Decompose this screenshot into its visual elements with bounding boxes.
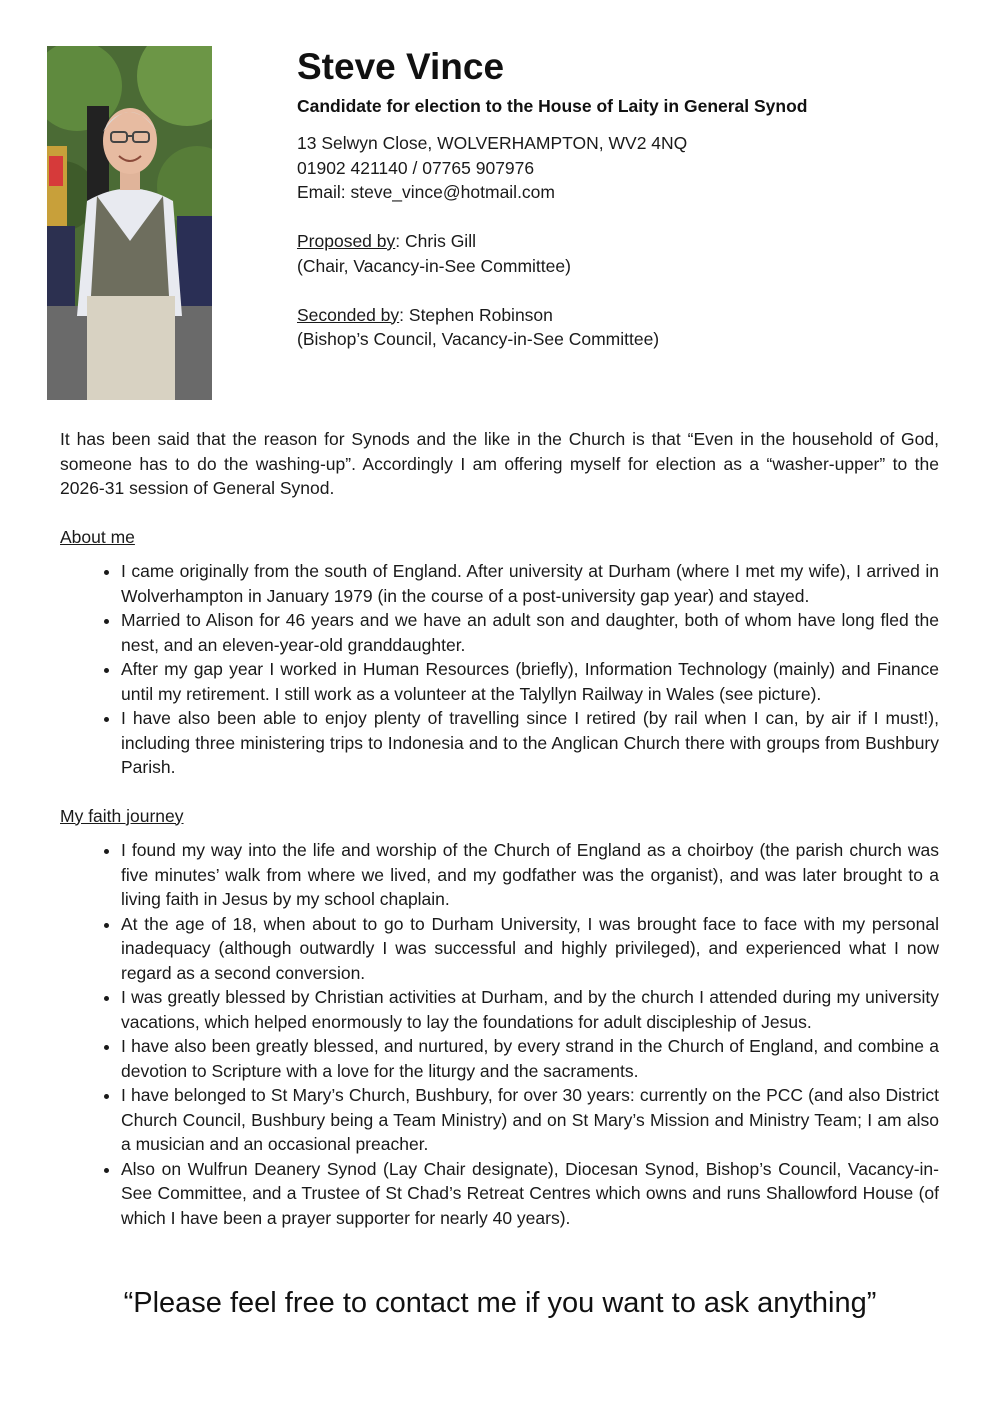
candidate-header <box>297 44 957 352</box>
list-item: • I have also been able to enjoy plenty of travelling since I retired (by rail when I can, by air if I must!), including three ministering trips to Indonesia and to the Anglican Church there with groups from Bushbury Parish. <box>121 706 939 780</box>
candidate-name: Steve Vince <box>297 46 505 87</box>
proposed-by-name: : Chris Gill <box>395 231 476 251</box>
statement-body <box>60 427 939 1230</box>
faith-journey-list <box>60 838 939 1230</box>
seconded-by <box>297 303 957 328</box>
list-item: • At the age of 18, when about to go to Durham University, I was brought face to face with my personal inadequacy (although outwardly I was successful and highly privileged), and experienced what I now regard as a second conversion. <box>121 912 939 986</box>
about-me-list <box>60 559 939 780</box>
list-item: • I came originally from the south of England. After university at Durham (where I met my wife), I arrived in Wolverhampton in January 1979 (in the course of a post-university gap year) and stayed. <box>121 559 939 608</box>
faith-journey-heading: My faith journey <box>60 805 184 826</box>
contact-details <box>297 131 957 352</box>
about-me-heading: About me <box>60 526 135 547</box>
closing-quote: “Please feel free to contact me if you want to ask anything” <box>123 1287 877 1319</box>
proposed-by <box>297 229 957 254</box>
list-item: • I have belonged to St Mary’s Church, Bushbury, for over 30 years: currently on the PCC (and also District Church Council, Bushbury being a Team Ministry) and on St Mary’s Mission and Ministry Team; I am also a musician and an occasional preacher. <box>121 1083 939 1157</box>
candidate-photo <box>47 46 212 400</box>
proposed-by-role: (Chair, Vacancy-in-See Committee) <box>297 255 571 276</box>
list-item: • After my gap year I worked in Human Resources (briefly), Information Technology (mainly) and Finance until my retirement. I still work as a volunteer at the Talyllyn Railway in Wales (see picture). <box>121 657 939 706</box>
seconded-by-name: : Stephen Robinson <box>399 304 553 325</box>
email-line: Email: steve_vince@hotmail.com <box>297 182 555 202</box>
candidate-subtitle: Candidate for election to the House of Laity in General Synod <box>297 96 808 116</box>
list-item: • Married to Alison for 46 years and we have an adult son and daughter, both of whom have long fled the nest, and an eleven-year-old granddaughter. <box>121 608 939 657</box>
seconded-by-role: (Bishop’s Council, Vacancy-in-See Committee) <box>297 329 660 349</box>
seconded-by-label: Seconded by <box>297 304 400 325</box>
phone-line: 01902 421140 / 07765 907976 <box>297 157 535 178</box>
list-item: • I have also been greatly blessed, and nurtured, by every strand in the Church of England, and combine a devotion to Scripture with a love for the liturgy and the sacraments. <box>121 1034 939 1083</box>
list-item: • Also on Wulfrun Deanery Synod (Lay Chair designate), Diocesan Synod, Bishop’s Council, Vacancy-in-See Committee, and a Trustee of St Chad’s Retreat Centres which owns and runs Shallowford House (of which I have been a prayer supporter for nearly 40 years). <box>121 1157 939 1231</box>
proposed-by-label: Proposed by <box>297 231 396 251</box>
intro-paragraph: It has been said that the reason for Synods and the like in the Church is that “Even in the household of God, someone has to do the washing-up”. Accordingly I am offering myself for election as a “washer-upper” to the 2026-31 session of General Synod. <box>60 429 939 498</box>
address-line: 13 Selwyn Close, WOLVERHAMPTON, WV2 4NQ <box>297 133 688 153</box>
list-item: • I found my way into the life and worship of the Church of England as a choirboy (the parish church was five minutes’ walk from where we lived, and my godfather was the organist), and was later brought to a living faith in Jesus by my school chaplain. <box>121 838 939 912</box>
list-item: • I was greatly blessed by Christian activities at Durham, and by the church I attended during my university vacations, which helped enormously to lay the foundations for adult discipleship of Jesus. <box>121 985 939 1034</box>
